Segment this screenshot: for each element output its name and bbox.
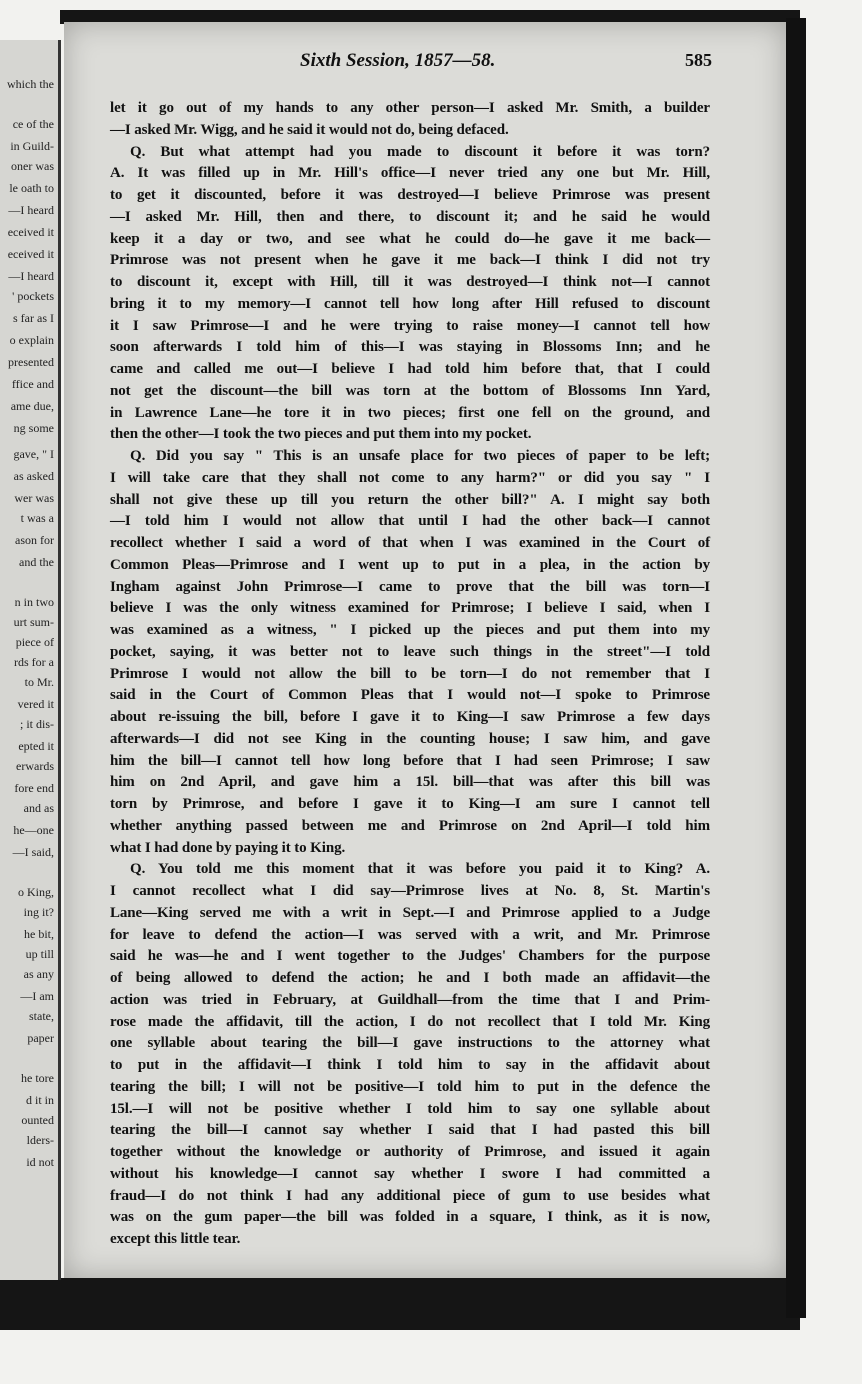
left-page-fragment: o King, — [18, 885, 54, 899]
left-page-fragment: vered it — [17, 697, 54, 711]
left-page-fragment: ounted — [21, 1113, 54, 1127]
running-header — [110, 50, 710, 76]
left-page-fragment: eceived it — [7, 247, 54, 261]
text-line: in Lawrence Lane—he tore it in two pieces; first one fell on the ground, and — [110, 404, 710, 421]
text-line: to get it discounted, before it was destroyed—I believe Primrose was present — [110, 187, 710, 203]
left-page-fragment: presented — [8, 355, 54, 369]
text-line: Lane—King served me with a writ in Sept.—I and Primrose applied to a Judge — [110, 904, 710, 921]
left-page-fragment: —I heard — [8, 269, 54, 283]
text-line: torn by Primrose, and before I gave it to King—I am sure I cannot tell — [110, 796, 710, 812]
text-line: —I asked Mr. Hill, then and there, to discount it; and he said he would — [110, 208, 710, 225]
text-line: said in the Court of Common Pleas that I would not—I spoke to Primrose — [110, 687, 710, 704]
left-page-fragment: rds for a — [14, 655, 54, 669]
left-page-fragment: as asked — [13, 469, 54, 483]
text-line: bring it to my memory—I cannot tell how long after Hill refused to discount — [110, 295, 710, 312]
text-line: Q. You told me this moment that it was before you paid it to King? A. — [130, 861, 710, 878]
text-line: one syllable about tearing the bill—I gave instructions to the attorney what — [110, 1035, 710, 1052]
text-line: Primrose was not present when he gave it me back—I think I did not try — [110, 252, 710, 269]
left-page-fragment: and the — [19, 555, 54, 569]
left-page-fragment: wer was — [14, 491, 54, 505]
left-page-fragment: eceived it — [7, 225, 54, 239]
text-line: keep it a day or two, and see what he could do—he gave it me back— — [110, 230, 710, 247]
text-line: I cannot recollect what I did say—Primrose lives at No. 8, St. Martin's — [110, 883, 710, 899]
left-page-fragment: ffice and — [11, 377, 54, 391]
left-page-fragment: lders- — [26, 1133, 54, 1147]
text-line: without his knowledge—I cannot say whether I swore I had committed a — [110, 1165, 710, 1182]
text-line: believe I was the only witness examined for Primrose; I believe I said, when I — [110, 600, 710, 617]
left-page-fragment: he—one — [13, 823, 54, 837]
text-line: Ingham against John Primrose—I came to prove that the bill was torn—I — [110, 578, 710, 595]
left-page-fragment: le oath to — [9, 181, 54, 195]
left-page-fragment: ame due, — [10, 399, 54, 413]
left-page-fragment: o explain — [9, 333, 54, 347]
text-line: for leave to defend the action—I was served with a writ, and Mr. Primrose — [110, 926, 710, 943]
text-line: tearing the bill; I will not be positive—I told him to put in the defence the — [110, 1078, 710, 1095]
text-line: was examined as a witness, " I picked up the pieces and put them into my — [110, 622, 710, 638]
text-line: except this little tear. — [110, 1231, 241, 1247]
text-line: I will take care that they shall not come to any harm?" or did you say " I — [110, 469, 710, 486]
left-page-fragment: ason for — [15, 533, 54, 547]
text-line: then the other—I took the two pieces and put them into my pocket. — [110, 426, 532, 443]
left-page-fragment: n in two — [14, 595, 54, 609]
left-page-fragment: up till — [25, 947, 54, 961]
text-line: Common Pleas—Primrose and I went up to put in a plea, in the action by — [110, 556, 710, 573]
left-page-fragment: t was a — [20, 511, 54, 525]
text-line: not get the discount—the bill was torn at the bottom of Blossoms Inn Yard, — [110, 382, 710, 399]
text-line: shall not give these up till you return the other bill?" A. I might say both — [110, 491, 710, 508]
text-line: afterwards—I did not see King in the counting house; I saw him, and gave — [110, 730, 710, 747]
text-line: to put in the affidavit—I think I told him to say in the affidavit about — [110, 1057, 710, 1073]
text-line: fraud—I do not think I had any additional piece of gum to use besides what — [110, 1187, 710, 1204]
left-page-fragment: he tore — [21, 1071, 54, 1085]
left-page-fragment: piece of — [15, 635, 54, 649]
text-line: —I told him I would not allow that until I had the other back—I cannot — [110, 513, 710, 530]
text-line: it I saw Primrose—I and he were trying to raise money—I cannot tell how — [110, 317, 710, 334]
text-line: to discount it, except with Hill, till it was destroyed—I think not—I cannot — [110, 274, 710, 290]
text-line: him on 2nd April, and gave him a 15l. bill—that was after this bill was — [110, 774, 710, 791]
bottom-dark-edge — [0, 1278, 800, 1330]
left-page-fragment: in Guild- — [10, 139, 54, 153]
left-page-fragment: ing it? — [23, 905, 54, 919]
left-page-fragment: to Mr. — [24, 675, 54, 689]
left-page-fragment: and as — [23, 801, 54, 815]
left-page-fragment: gave, " I — [13, 447, 54, 461]
left-page-fragment: erwards — [16, 759, 54, 773]
text-line: tearing the bill—I cannot say whether I said that I had pasted this bill — [110, 1122, 710, 1139]
left-page-fragment: —I said, — [12, 845, 54, 859]
text-line: Primrose I would not allow the bill to be torn—I do not remember that I — [110, 665, 710, 682]
text-line: action was tried in February, at Guildhall—from the time that I and Prim- — [110, 991, 710, 1008]
left-page-fragment: as any — [23, 967, 54, 981]
left-page-fragment: ce of the — [12, 117, 54, 131]
text-line: soon afterwards I told him of this—I was staying in Blossoms Inn; and he — [110, 339, 710, 356]
left-page-fragment: —I heard — [8, 203, 54, 217]
text-line: of being allowed to defend the action; he and I both made an affidavit—the — [110, 970, 710, 986]
left-page-fragment: urt sum- — [13, 615, 54, 629]
text-line: together without the knowledge or authority of Primrose, and issued it again — [110, 1144, 710, 1160]
text-line: Q. Did you say " This is an unsafe place for two pieces of paper to be left; — [130, 448, 710, 464]
page-number: 585 — [685, 50, 712, 70]
left-page-fragment: ng some — [13, 421, 54, 435]
text-line: pocket, saying, it was better not to leave such things in the street"—I told — [110, 643, 710, 660]
left-page-fragment: id not — [26, 1155, 54, 1169]
text-line: was on the gum paper—the bill was folded in a square, I think, as it is now, — [110, 1209, 710, 1226]
left-page-fragment: s far as I — [13, 311, 54, 325]
left-page-fragment: fore end — [14, 781, 54, 795]
text-line: 15l.—I will not be positive whether I told him to say one syllable about — [110, 1100, 710, 1117]
left-page-fragment: state, — [29, 1009, 54, 1023]
text-line: let it go out of my hands to any other person—I asked Mr. Smith, a builder — [110, 100, 710, 116]
text-line: recollect whether I said a word of that when I was examined in the Court of — [110, 535, 710, 551]
text-line: him the bill—I cannot tell how long before that I had seen Primrose; I saw — [110, 752, 710, 769]
left-page-fragment: oner was — [11, 159, 54, 173]
text-line: rose made the affidavit, till the action, I do not recollect that I told Mr. King — [110, 1013, 710, 1030]
left-facing-page — [0, 40, 61, 1280]
left-page-fragment: d it in — [25, 1093, 54, 1107]
left-page-fragment: —I am — [20, 989, 54, 1003]
left-page-fragment: ' pockets — [12, 289, 54, 303]
left-page-fragment: ; it dis- — [19, 717, 54, 731]
left-page-fragment: which the — [7, 77, 54, 91]
text-line: what I had done by paying it to King. — [110, 839, 346, 856]
text-line: whether anything passed between me and Primrose on 2nd April—I told him — [110, 817, 710, 834]
text-line: Q. But what attempt had you made to discount it before it was torn? — [130, 143, 710, 160]
text-line: said he was—he and I went together to the Judges' Chambers for the purpose — [110, 948, 710, 965]
body-text — [110, 98, 710, 1251]
left-page-fragment: he bit, — [24, 927, 54, 941]
text-line: came and called me out—I believe I had told him before that, that I could — [110, 361, 710, 377]
left-page-fragment: epted it — [18, 739, 54, 753]
text-line: about re-issuing the bill, before I gave it to King—I saw Primrose a few days — [110, 709, 710, 725]
header-title: Sixth Session, 1857—58. — [300, 50, 496, 71]
left-page-fragment: paper — [27, 1031, 54, 1045]
page-right-edge — [786, 18, 806, 1318]
text-line: —I asked Mr. Wigg, and he said it would not do, being defaced. — [110, 121, 509, 138]
text-line: A. It was filled up in Mr. Hill's office—I never tried any one but Mr. Hill, — [110, 165, 710, 182]
